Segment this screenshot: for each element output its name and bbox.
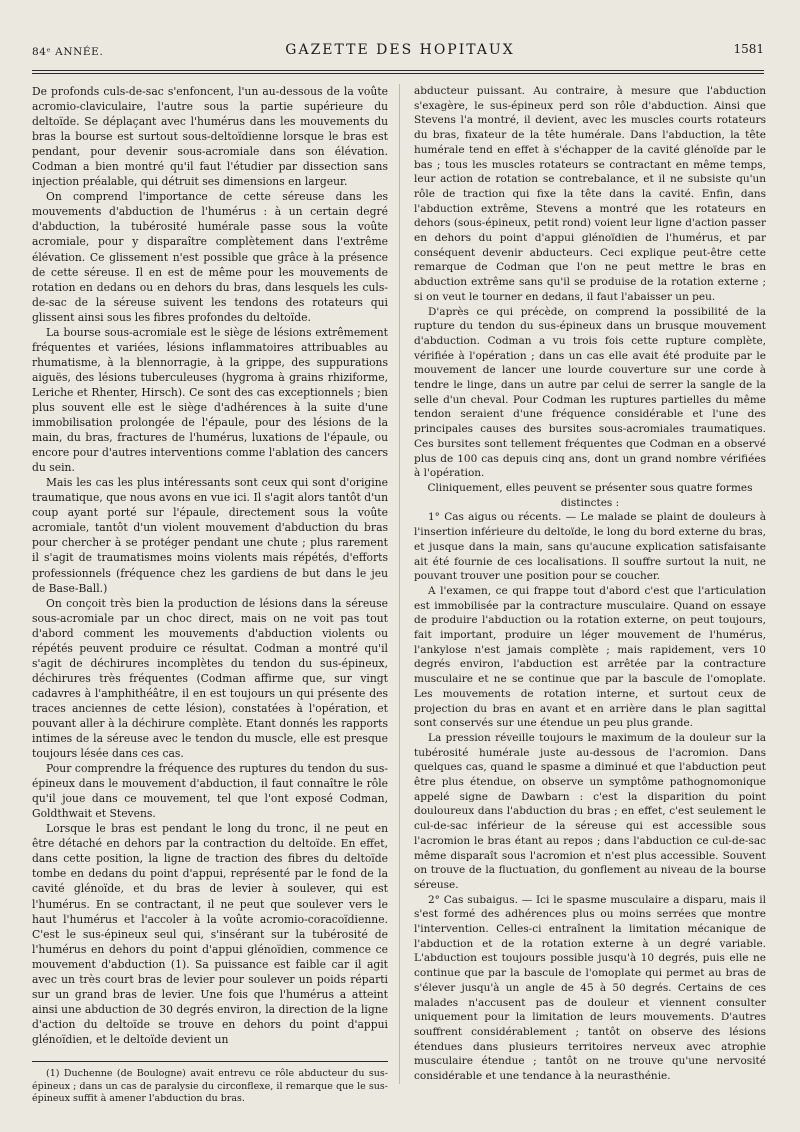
page-header — [0, 32, 800, 62]
left-column — [32, 84, 388, 1106]
paragraph: Lorsque le bras est pendant le long du tronc, il ne peut en être détaché en dehors par la contraction du deltoïde. En effet, dans cette position, la ligne de traction des fibres du deltoïde tombe en dedans du point d'appui, représenté par le fond de la cavité glénoïde, et du bras de levier à soulever, qui est l'humérus. En se contractant, il ne peut que soulever vers le haut l'humérus et l'accoler à la voûte acromio-coracoïdienne. C'est le sus-épineux seul qui, s'insérant sur la tubérosité de l'humérus en dehors du point d'appui glénoïdien, commence ce mouvement d'abduction (1). Sa puissance est faible car il agit avec un très court bras de levier pour soulever un poids réparti sur un grand bras de levier. Une fois que l'humérus a atteint ainsi une abduction de 30 degrés environ, la direction de la ligne d'action du deltoïde se trouve en dehors du point d'appui glénoïdien, et le deltoïde devient un — [32, 822, 388, 1046]
paragraph: La pression réveille toujours le maximum de la douleur sur la tubérosité humérale juste au-dessous de l'acromion. Dans quelques cas, quand le spasme a diminué et que l'abduction peut être plus étendue, on observe un symptôme pathognomonique appelé signe de Dawbarn : c'est la disparition du point douloureux dans l'abduction du bras ; en effet, c'est seulement le cul-de-sac inférieur de la séreuse qui est accessible sous l'acromion le bras étant au repos ; dans l'abduction ce cul-de-sac même disparaît sous l'acromion et n'est plus accessible. Souvent on trouve de la fluctuation, du gonflement au niveau de la bourse séreuse. — [414, 731, 766, 891]
paragraph: De profonds culs-de-sac s'enfoncent, l'un au-dessous de la voûte acromio-claviculaire, l'autre sous la partie supérieure du deltoïde. Se déplaçant avec l'humérus dans les mouvements du bras la bourse est surtout sous-deltoïdienne lorsque le bras est pendant, pour devenir sous-acromiale dans son élévation. Codman a bien montré qu'il faut l'étudier par dissection sans injection préalable, qui détruit ses dimensions en largeur. — [32, 85, 388, 189]
paragraph: A l'examen, ce qui frappe tout d'abord c'est que l'articulation est immobilisée par la contracture musculaire. Quand on essaye de produire l'abduction ou la rotation externe, on peut toujours, fait important, produire un léger mouvement de l'humérus, l'ankylose n'est jamais complète ; mais rapidement, vers 10 degrés environ, l'abduction est arrêtée par la contracture musculaire et ne se continue que par la bascule de l'omoplate. Les mouvements de rotation interne, et surtout ceux de projection du bras en avant et en arrière dans le plan sagittal sont conservés sur une étendue un peu plus grande. — [414, 584, 766, 730]
journal-title: GAZETTE DES HOPITAUX — [285, 42, 515, 58]
paragraph: 1° Cas aigus ou récents. — Le malade se plaint de douleurs à l'insertion inférieure du deltoïde, le long du bord externe du bras, et jusque dans la main, sans qu'aucune explication satisfaisante ait été fournie de ces localisations. Il souffre surtout la nuit, ne pouvant trouver une position pour se coucher. — [414, 511, 766, 583]
volume-year: 84ᵉ ANNÉE. — [32, 46, 104, 58]
right-column — [414, 84, 766, 1084]
paragraph: Mais les cas les plus intéressants sont ceux qui sont d'origine traumatique, que nous avons en vue ici. Il s'agit alors tantôt d'un coup ayant porté sur l'épaule, directement sous la voûte acromiale, tantôt d'un violent mouvement d'abduction du bras pour chercher à se protéger pendant une chute ; plus rarement il s'agit de traumatismes moins violents mais répétés, d'efforts professionnels (fréquence chez les gardiens de but dans le jeu de Base-Ball.) — [32, 476, 388, 595]
footnote: (1) Duchenne (de Boulogne) avait entrevu ce rôle abducteur du sus-épineux ; dans un cas de paralysie du circonflexe, il remarque que le sus-épineux suffit à amener l'abduction du bras. — [32, 1068, 388, 1105]
paragraph: On comprend l'importance de cette séreuse dans les mouvements d'abduction de l'humérus : à un certain degré d'abduction, la tubérosité humérale passe sous la voûte acromiale, pour y disparaître complètement dans l'extrême élévation. Ce glissement n'est possible que grâce à la présence de cette séreuse. Il en est de même pour les mouvements de rotation en dedans ou en dehors du bras, dans lesquels les culs-de-sac de la séreuse suivent les tendons des rotateurs qui glissent ainsi sous les fibres profondes du deltoïde. — [32, 190, 388, 324]
header-rule — [32, 70, 764, 71]
paragraph: abducteur puissant. Au contraire, à mesure que l'abduction s'exagère, le sus-épineux perd son rôle d'abduction. Ainsi que Stevens l'a montré, il devient, avec les muscles courts rotateurs du bras, fixateur de la tête humérale. Dans l'abduction, la tête humérale tend en effet à s'échapper de la cavité glénoïde par le bas ; tous les muscles rotateurs se contractant en même temps, leur action de rotation se contrebalance, et il ne subsiste qu'un rôle de traction qui fixe la tête dans la cavité. Enfin, dans l'abduction extrême, Stevens a montré que les rotateurs en dehors (sous-épineux, petit rond) voient leur ligne d'action passer en dehors du point d'appui glénoïdien de l'humérus, et par conséquent devenir abducteurs. Ceci explique peut-être cette remarque de Codman que l'on ne peut mettre le bras en abduction extrême sans qu'il se produise de la rotation externe ; si on veut le tourner en dedans, il faut l'abaisser un peu. — [414, 85, 766, 303]
footnote-rule — [32, 1061, 388, 1062]
paragraph: Cliniquement, elles peuvent se présenter sous quatre formes distinctes : — [427, 481, 753, 509]
paragraph: D'après ce qui précède, on comprend la possibilité de la rupture du tendon du sus-épineux dans un brusque mouvement d'abduction. Codman a vu trois fois cette rupture complète, vérifiée à l'opération ; dans un cas elle avait été produite par le mouvement de lancer une lourde couverture sur une corde à tendre le linge, dans un autre par celui de serrer la sangle de la selle d'un cheval. Pour Codman les ruptures partielles du même tendon seraient d'une fréquence considérable et l'une des principales causes des bursites sous-acromiales traumatiques. Ces bursites sont tellement fréquentes que Codman en a observé plus de 100 cas depuis cinq ans, dont un grand nombre vérifiées à l'opération. — [414, 305, 766, 480]
page-number: 1581 — [733, 42, 764, 56]
paragraph: La bourse sous-acromiale est le siège de lésions extrêmement fréquentes et variées, lésions inflammatoires attribuables au rhumatisme, à la blennorragie, à la grippe, des suppurations aiguës, des lésions tuberculeuses (hygroma à grains rhiziforme, Leriche et Rhenter, Hirsch). Ce sont des cas exceptionnels ; bien plus souvent elle est le siège d'adhérences à la suite d'une immobilisation prolongée de l'épaule, pour des lésions de la main, du bras, fractures de l'humérus, luxations de l'épaule, ou encore pour d'autres interventions comme l'ablation des cancers du sein. — [32, 325, 388, 475]
paragraph: Pour comprendre la fréquence des ruptures du tendon du sus-épineux dans le mouvement d'abduction, il faut connaître le rôle qu'il joue dans ce mouvement, tel que l'ont exposé Codman, Goldthwait et Stevens. — [32, 762, 388, 821]
header-rule-second — [32, 73, 764, 74]
column-divider — [399, 84, 400, 1084]
paragraph: On conçoit très bien la production de lésions dans la séreuse sous-acromiale par un choc direct, mais on ne voit pas tout d'abord comment les mouvements d'abduction violents ou répétés peuvent produire ce résultat. Codman a montré qu'il s'agit de déchirures incomplètes du tendon du sus-épineux, déchirures très fréquentes (Codman affirme que, sur vingt cadavres à l'amphithéâtre, il en est toujours un qui présente des traces anciennes de cette lésion), constatées à l'opération, et pouvant aller à la déchirure complète. Etant donnés les rapports intimes de la séreuse avec le tendon du muscle, elle est presque toujours lésée dans ces cas. — [32, 596, 388, 761]
paragraph: 2° Cas subaigus. — Ici le spasme musculaire a disparu, mais il s'est formé des adhérences plus ou moins serrées que montre l'intervention. Celles-ci entraînent la limitation mécanique de l'abduction et de la rotation externe à un degré variable. L'abduction est toujours possible jusqu'à 10 degrés, puis elle ne continue que par la bascule de l'omoplate qui permet au bras de s'élever jusqu'à un angle de 45 à 50 degrés. Certains de ces malades n'accusent pas de douleur et viennent consulter uniquement pour la limitation de leurs mouvements. D'autres souffrent considérablement ; tantôt on observe des lésions étendues dans plusieurs territoires nerveux avec atrophie musculaire étendue ; tantôt on ne trouve qu'une nervosité considérable et une tendance à la neurasthénie. — [414, 893, 766, 1083]
